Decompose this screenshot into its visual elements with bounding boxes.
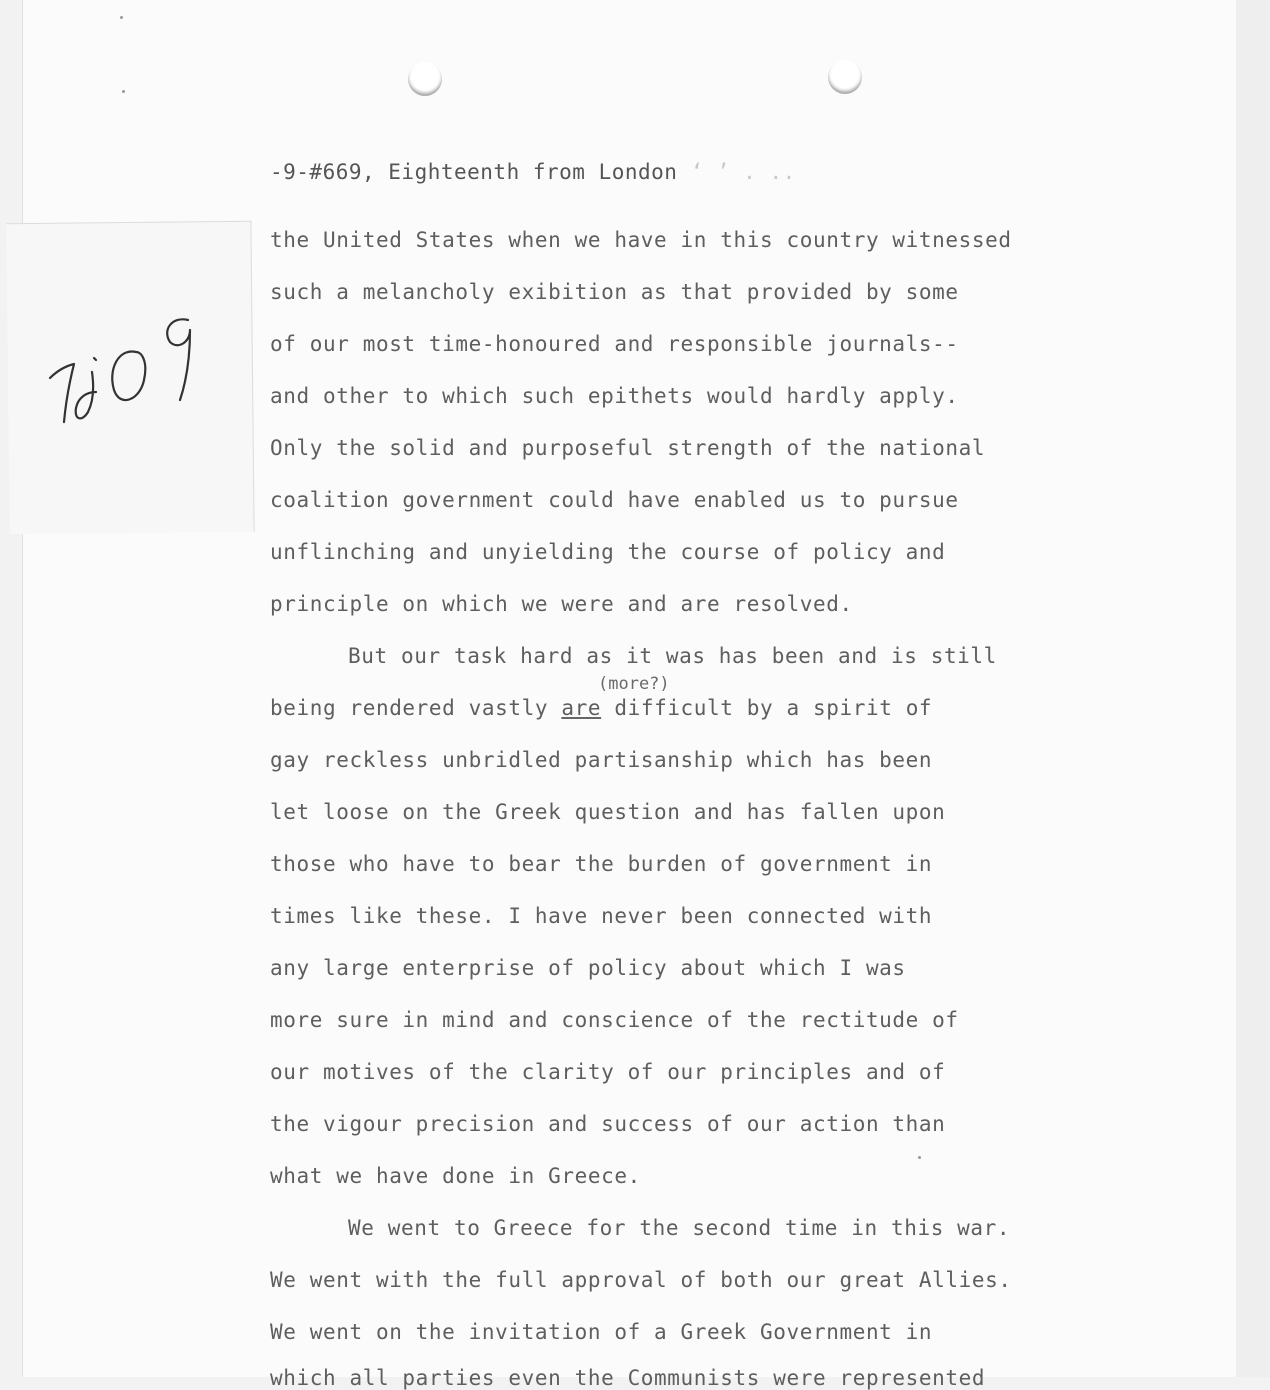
scan-speck xyxy=(122,90,125,93)
text-line-with-correction xyxy=(270,696,932,720)
text-segment: being rendered vastly xyxy=(270,696,549,720)
punch-hole-left xyxy=(408,62,442,96)
scan-margin xyxy=(1236,0,1270,1377)
header-text: -9-#669, Eighteenth from London xyxy=(270,160,678,184)
text-line: those who have to bear the burden of government in xyxy=(270,852,933,876)
page-header xyxy=(270,160,796,184)
text-line: which all parties even the Communists were represented xyxy=(270,1366,986,1390)
text-line: times like these. I have never been connected with xyxy=(270,904,933,928)
handwritten-insertion: (more?) xyxy=(598,674,670,694)
text-line: what we have done in Greece. xyxy=(270,1164,641,1188)
handwritten-note xyxy=(48,300,208,440)
underlined-word: are xyxy=(561,696,602,720)
text-line: We went with the full approval of both our great Allies. xyxy=(270,1268,1012,1292)
text-line: gay reckless unbridled partisanship which has been xyxy=(270,748,933,772)
text-line: But our task hard as it was has been and is still xyxy=(348,644,997,668)
text-line: principle on which we were and are resolved. xyxy=(270,592,853,616)
text-line: let loose on the Greek question and has fallen upon xyxy=(270,800,946,824)
scan-speck xyxy=(918,1156,921,1159)
text-line: the United States when we have in this country witnessed xyxy=(270,228,1012,252)
text-line: our motives of the clarity of our principles and of xyxy=(270,1060,946,1084)
text-line: the vigour precision and success of our action than xyxy=(270,1112,946,1136)
punch-hole-right xyxy=(828,60,862,94)
text-line: Only the solid and purposeful strength of the national xyxy=(270,436,986,460)
text-line: unflinching and unyielding the course of policy and xyxy=(270,540,946,564)
text-line: coalition government could have enabled us to pursue xyxy=(270,488,959,512)
text-line: more sure in mind and conscience of the rectitude of xyxy=(270,1008,959,1032)
text-line: of our most time-honoured and responsible journals-- xyxy=(270,332,959,356)
text-line: any large enterprise of policy about which I was xyxy=(270,956,906,980)
text-line: We went on the invitation of a Greek Government in xyxy=(270,1320,933,1344)
text-line: such a melancholy exibition as that provided by some xyxy=(270,280,959,304)
text-segment: difficult by a spirit of xyxy=(614,696,933,720)
text-line: and other to which such epithets would hardly apply. xyxy=(270,384,959,408)
header-smudge: ‘ ’ . .. xyxy=(690,160,796,184)
scan-speck xyxy=(120,16,123,19)
text-line: We went to Greece for the second time in this war. xyxy=(348,1216,1011,1240)
